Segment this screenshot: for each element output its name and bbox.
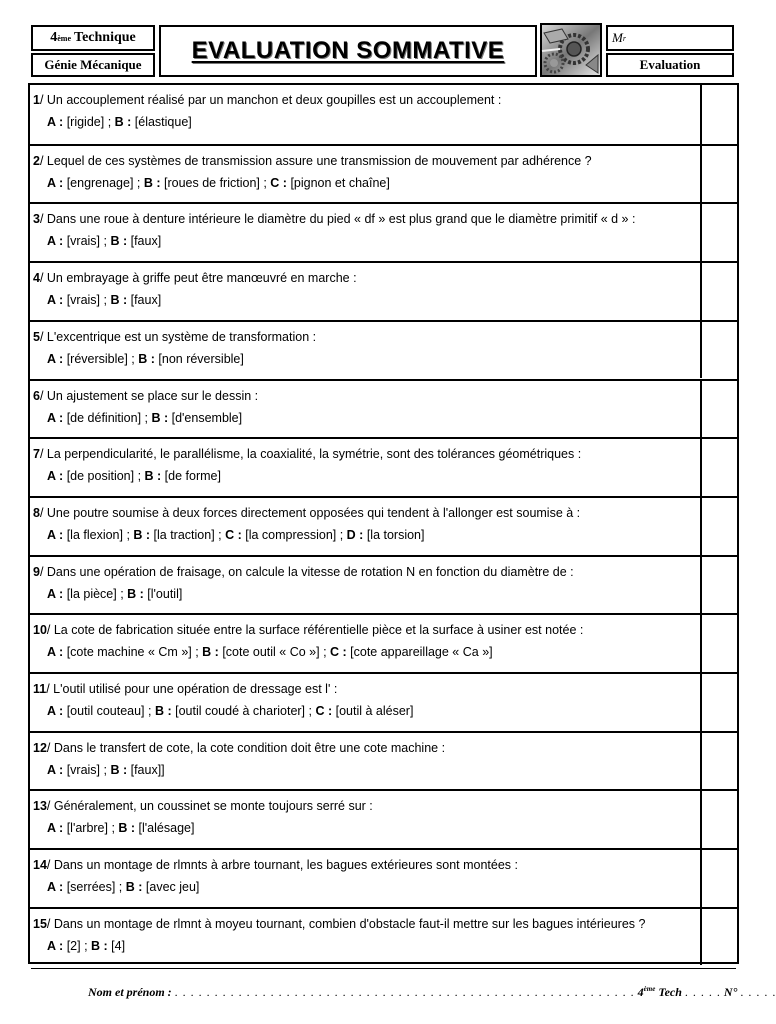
option-value: [faux]] xyxy=(130,762,165,777)
option-key: A xyxy=(47,115,56,129)
option-key: B xyxy=(110,234,120,249)
option-key: B xyxy=(143,175,153,190)
number-field[interactable]: . . . . . xyxy=(740,985,776,999)
option-key: C xyxy=(225,527,235,542)
answer-options: A : [rigide] ; B : [élastique] xyxy=(47,115,192,129)
option-a[interactable]: A : [de définition] xyxy=(47,410,142,425)
option-c[interactable]: C : [outil à aléser] xyxy=(315,704,414,718)
question-text: 9/ Dans une opération de fraisage, on calcule la vitesse de rotation N en fonction du diamètre de : xyxy=(33,564,574,579)
option-value: [cote appareillage « Ca »] xyxy=(350,645,493,660)
question-number: 2 xyxy=(33,153,40,168)
question-text: 15/ Dans un montage de rlmnt à moyeu tournant, combien d'obstacle faut-il mettre sur les bagues intérieures ? xyxy=(33,916,646,931)
option-b[interactable]: B : [l'outil] xyxy=(127,586,183,601)
option-key: A xyxy=(47,821,56,836)
answer-box[interactable] xyxy=(702,615,737,672)
option-key: B xyxy=(114,115,124,129)
option-key: B xyxy=(133,527,143,542)
option-key: A xyxy=(47,351,56,366)
option-value: [outil coudé à charioter] xyxy=(175,704,306,718)
question-number: 13 xyxy=(33,799,47,814)
option-a[interactable]: A : [engrenage] xyxy=(47,175,134,190)
option-value: [la compression] xyxy=(245,527,337,542)
question-text: 12/ Dans le transfert de cote, la cote condition doit être une cote machine : xyxy=(33,740,446,755)
option-value: [2] xyxy=(66,938,81,953)
teacher-field[interactable] xyxy=(606,25,734,51)
option-value: [vrais] xyxy=(66,293,101,308)
option-key: B xyxy=(125,880,135,895)
option-value: [vrais] xyxy=(66,234,101,249)
option-b[interactable]: B : [faux] xyxy=(110,234,162,249)
option-value: [élastique] xyxy=(134,115,192,129)
answer-box[interactable] xyxy=(702,850,737,907)
question-statement: L'excentrique est un système de transformation : xyxy=(46,329,317,344)
option-value: [rigide] xyxy=(66,115,105,129)
question-cell xyxy=(30,733,702,790)
question-text: 13/ Généralement, un coussinet se monte toujours serré sur : xyxy=(33,799,373,814)
answer-box[interactable] xyxy=(702,381,737,438)
question-number: 11 xyxy=(33,682,47,696)
question-row xyxy=(30,144,737,203)
option-a[interactable]: A : [cote machine « Cm »] xyxy=(47,645,192,660)
question-row xyxy=(30,85,737,144)
option-a[interactable]: A : [de position] xyxy=(47,469,135,484)
name-field[interactable]: . . . . . . . . . . . . . . . . . . . . . . . . . . . . . . . . . . . . . . . . . . . . . . . . . . . . . . . . . . xyxy=(174,985,635,999)
answer-box[interactable] xyxy=(702,733,737,790)
question-row xyxy=(30,613,737,672)
option-value: [de position] xyxy=(66,469,135,484)
question-cell xyxy=(30,557,702,614)
question-statement: Généralement, un coussinet se monte toujours serré sur : xyxy=(53,799,373,814)
question-row xyxy=(30,261,737,320)
option-b[interactable]: B : [la traction] xyxy=(133,527,215,542)
answer-box[interactable] xyxy=(702,498,737,555)
option-value: [pignon et chaîne] xyxy=(290,175,390,190)
mechanical-parts-image xyxy=(540,23,602,77)
field-text: Génie Mécanique xyxy=(44,57,142,72)
question-number: 7 xyxy=(33,447,40,462)
option-key: A xyxy=(47,469,56,484)
question-row xyxy=(30,555,737,614)
option-value: [la traction] xyxy=(153,527,215,542)
question-text: 10/ La cote de fabrication située entre la surface référentielle pièce et la surface à usiner est notée : xyxy=(33,623,584,638)
question-statement: Une poutre soumise à deux forces directement opposées qui tendent à l'allonger est soumise à : xyxy=(46,505,581,520)
option-key: B xyxy=(91,938,101,953)
question-cell xyxy=(30,615,702,672)
answer-box[interactable] xyxy=(702,263,737,320)
question-row xyxy=(30,672,737,731)
answer-options: A : [la flexion] ; B : [la traction] ; C : [la compression] ; D : [la torsion] xyxy=(47,527,425,542)
option-key: B xyxy=(202,645,212,660)
option-value: [réversible] xyxy=(66,351,128,366)
answer-box[interactable] xyxy=(702,204,737,261)
evaluation-label xyxy=(606,53,734,77)
name-label: Nom et prénom : xyxy=(88,985,172,999)
class-suffix: Tech xyxy=(658,985,682,999)
answer-options: A : [de définition] ; B : [d'ensemble] xyxy=(47,410,243,425)
question-text: 4/ Un embrayage à griffe peut être manœuvré en marche : xyxy=(33,271,357,286)
option-key: A xyxy=(47,704,56,718)
option-b[interactable]: B : [avec jeu] xyxy=(125,880,200,895)
option-a[interactable]: A : [la flexion] xyxy=(47,527,123,542)
question-row xyxy=(30,320,737,379)
question-number: 9 xyxy=(33,564,40,579)
gear-illustration-icon xyxy=(542,25,600,75)
option-key: C xyxy=(270,175,280,190)
question-number: 3 xyxy=(33,212,40,227)
option-key: A xyxy=(47,527,56,542)
option-b[interactable]: B : [l'alésage] xyxy=(118,821,195,836)
answer-options: A : [serrées] ; B : [avec jeu] xyxy=(47,880,200,895)
answer-options: A : [engrenage] ; B : [roues de friction] ; C : [pignon et chaîne] xyxy=(47,175,390,190)
question-cell xyxy=(30,439,702,496)
option-c[interactable]: C : [pignon et chaîne] xyxy=(270,175,390,190)
question-statement: Un accouplement réalisé par un manchon et deux goupilles est un accouplement : xyxy=(46,93,502,107)
question-statement: Un ajustement se place sur le dessin : xyxy=(46,388,259,403)
option-b[interactable]: B : [faux]] xyxy=(110,762,165,777)
question-row xyxy=(30,789,737,848)
option-key: A xyxy=(47,938,56,953)
question-statement: Dans un montage de rlmnts à arbre tournant, les bagues extérieures sont montées : xyxy=(53,858,519,873)
option-value: [faux] xyxy=(130,293,162,308)
option-key: C xyxy=(330,645,340,660)
option-value: [faux] xyxy=(130,234,162,249)
option-c[interactable]: C : [cote appareillage « Ca »] xyxy=(330,645,493,660)
class-level-sup: ème xyxy=(57,33,72,43)
answer-options: A : [la pièce] ; B : [l'outil] xyxy=(47,586,183,601)
question-statement: Dans le transfert de cote, la cote condition doit être une cote machine : xyxy=(53,740,446,755)
answer-options: A : [2] ; B : [4] xyxy=(47,938,126,953)
option-key: B xyxy=(138,351,148,366)
option-value: [outil à aléser] xyxy=(335,704,414,718)
option-value: [la torsion] xyxy=(366,527,425,542)
option-d[interactable]: D : [la torsion] xyxy=(346,527,425,542)
option-a[interactable]: A : [2] xyxy=(47,938,81,953)
question-cell xyxy=(30,263,702,320)
title-box xyxy=(159,25,537,77)
option-key: A xyxy=(47,880,56,895)
question-text: 11/ L'outil utilisé pour une opération de dressage est l' : xyxy=(33,682,338,696)
option-key: A xyxy=(47,293,56,308)
evaluation-text: Evaluation xyxy=(639,57,701,72)
option-b[interactable]: B : [4] xyxy=(91,938,126,953)
answer-options: A : [de position] ; B : [de forme] xyxy=(47,469,221,484)
class-sup: ème xyxy=(643,985,656,993)
question-statement: Dans un montage de rlmnt à moyeu tournant, combien d'obstacle faut-il mettre sur les bagues intérieures ? xyxy=(53,916,646,931)
answer-options: A : [outil couteau] ; B : [outil coudé à charioter] ; C : [outil à aléser] xyxy=(47,704,414,718)
question-text: 3/ Dans une roue à denture intérieure le diamètre du pied « df » est plus grand que le diamètre primitif « d » : xyxy=(33,212,636,227)
answer-options: A : [vrais] ; B : [faux] xyxy=(47,234,162,249)
question-statement: L'outil utilisé pour une opération de dressage est l' : xyxy=(53,682,338,696)
option-value: [avec jeu] xyxy=(145,880,200,895)
question-row xyxy=(30,848,737,907)
option-key: B xyxy=(110,293,120,308)
question-row xyxy=(30,379,737,438)
option-value: [la flexion] xyxy=(66,527,123,542)
question-number: 6 xyxy=(33,388,40,403)
question-number: 8 xyxy=(33,505,40,520)
question-cell xyxy=(30,85,702,144)
option-a[interactable]: A : [vrais] xyxy=(47,762,101,777)
question-row xyxy=(30,731,737,790)
question-text: 8/ Une poutre soumise à deux forces directement opposées qui tendent à l'allonger est soumise à : xyxy=(33,505,581,520)
option-key: B xyxy=(127,586,137,601)
question-number: 10 xyxy=(33,623,47,638)
option-key: A xyxy=(47,762,56,777)
option-key: A xyxy=(47,645,56,660)
answer-options: A : [vrais] ; B : [faux] xyxy=(47,293,162,308)
question-number: 4 xyxy=(33,271,40,286)
question-statement: Un embrayage à griffe peut être manœuvré en marche : xyxy=(46,271,357,286)
question-statement: Dans une opération de fraisage, on calcule la vitesse de rotation N en fonction du diamètre de : xyxy=(46,564,574,579)
class-prefix: 4 xyxy=(637,985,644,999)
option-a[interactable]: A : [l'arbre] xyxy=(47,821,108,836)
option-b[interactable]: B : [faux] xyxy=(110,293,162,308)
option-key: C xyxy=(315,704,325,718)
question-cell xyxy=(30,909,702,966)
question-number: 14 xyxy=(33,858,47,873)
question-statement: Dans une roue à denture intérieure le diamètre du pied « df » est plus grand que le diamètre primitif « d » : xyxy=(46,212,636,227)
question-row xyxy=(30,202,737,261)
option-value: [engrenage] xyxy=(66,175,134,190)
question-text: 6/ Un ajustement se place sur le dessin : xyxy=(33,388,259,403)
answer-box[interactable] xyxy=(702,674,737,731)
question-number: 12 xyxy=(33,740,47,755)
option-key: B xyxy=(144,469,154,484)
teacher-sup: r xyxy=(622,33,626,43)
teacher-prefix: M xyxy=(612,30,623,45)
class-field[interactable]: . . . . . xyxy=(684,985,721,999)
question-row xyxy=(30,907,737,966)
question-cell xyxy=(30,674,702,731)
question-cell xyxy=(30,322,702,379)
option-key: A xyxy=(47,410,56,425)
option-c[interactable]: C : [la compression] xyxy=(225,527,337,542)
option-key: A xyxy=(47,586,56,601)
option-b[interactable]: B : [cote outil « Co »] xyxy=(202,645,320,660)
option-key: B xyxy=(110,762,120,777)
footer xyxy=(88,985,776,1000)
option-a[interactable]: A : [outil couteau] xyxy=(47,704,145,718)
questions-table xyxy=(28,83,739,964)
answer-box[interactable] xyxy=(702,909,737,966)
question-cell xyxy=(30,381,702,438)
option-b[interactable]: B : [de forme] xyxy=(144,469,221,484)
option-b[interactable]: B : [non réversible] xyxy=(138,351,244,366)
question-row xyxy=(30,437,737,496)
option-key: B xyxy=(118,821,128,836)
option-value: [non réversible] xyxy=(158,351,244,366)
question-text: 5/ L'excentrique est un système de transformation : xyxy=(33,329,317,344)
option-key: A xyxy=(47,234,56,249)
question-cell xyxy=(30,146,702,203)
question-statement: La perpendicularité, le parallélisme, la coaxialité, la symétrie, sont des tolérances géométriques : xyxy=(46,447,582,462)
question-cell xyxy=(30,850,702,907)
question-statement: La cote de fabrication située entre la surface référentielle pièce et la surface à usiner est notée : xyxy=(53,623,584,638)
option-value: [roues de friction] xyxy=(163,175,260,190)
option-key: B xyxy=(154,704,164,718)
option-value: [l'alésage] xyxy=(138,821,195,836)
option-b[interactable]: B : [roues de friction] xyxy=(143,175,260,190)
option-value: [d'ensemble] xyxy=(171,410,243,425)
option-a[interactable]: A : [serrées] xyxy=(47,880,116,895)
option-value: [de définition] xyxy=(66,410,142,425)
option-b[interactable]: B : [outil coudé à charioter] xyxy=(154,704,306,718)
answer-options: A : [cote machine « Cm »] ; B : [cote outil « Co »] ; C : [cote appareillage « Ca »] xyxy=(47,645,493,660)
option-value: [l'outil] xyxy=(147,586,183,601)
question-text: 2/ Lequel de ces systèmes de transmission assure une transmission de mouvement par adhérence ? xyxy=(33,153,592,168)
answer-box[interactable] xyxy=(702,85,737,144)
question-number: 5 xyxy=(33,329,40,344)
class-label-text: Technique xyxy=(74,30,136,45)
option-value: [cote machine « Cm »] xyxy=(66,645,192,660)
question-cell xyxy=(30,498,702,555)
answer-options: A : [réversible] ; B : [non réversible] xyxy=(47,351,244,366)
question-statement: Lequel de ces systèmes de transmission assure une transmission de mouvement par adhérence ? xyxy=(46,153,592,168)
option-key: A xyxy=(47,175,56,190)
class-level: 4 xyxy=(50,30,58,45)
option-b[interactable]: B : [d'ensemble] xyxy=(151,410,243,425)
number-label: N° xyxy=(723,985,738,999)
page-title: EVALUATION SOMMATIVE xyxy=(191,37,505,64)
question-row xyxy=(30,496,737,555)
option-value: [cote outil « Co »] xyxy=(222,645,320,660)
answer-box[interactable] xyxy=(702,146,737,203)
option-value: [l'arbre] xyxy=(66,821,108,836)
option-a[interactable]: A : [la pièce] xyxy=(47,586,117,601)
footer-divider xyxy=(31,968,736,969)
option-value: [4] xyxy=(111,938,126,953)
option-value: [serrées] xyxy=(66,880,116,895)
question-cell xyxy=(30,791,702,848)
option-a[interactable]: A : [vrais] xyxy=(47,234,101,249)
question-text: 1/ Un accouplement réalisé par un manchon et deux goupilles est un accouplement : xyxy=(33,93,502,107)
answer-box[interactable] xyxy=(702,557,737,614)
question-number: 15 xyxy=(33,916,47,931)
option-key: D xyxy=(346,527,356,542)
question-text: 7/ La perpendicularité, le parallélisme, la coaxialité, la symétrie, sont des tolérances géométriques : xyxy=(33,447,582,462)
field-label xyxy=(31,53,155,77)
answer-box[interactable] xyxy=(702,322,737,379)
option-key: B xyxy=(151,410,161,425)
answer-options: A : [l'arbre] ; B : [l'alésage] xyxy=(47,821,195,836)
class-label xyxy=(31,25,155,51)
question-text: 14/ Dans un montage de rlmnts à arbre tournant, les bagues extérieures sont montées : xyxy=(33,858,519,873)
option-a[interactable]: A : [rigide] xyxy=(47,115,105,129)
question-number: 1 xyxy=(33,93,40,107)
question-cell xyxy=(30,204,702,261)
option-a[interactable]: A : [vrais] xyxy=(47,293,101,308)
option-b[interactable]: B : [élastique] xyxy=(114,115,192,129)
option-a[interactable]: A : [réversible] xyxy=(47,351,128,366)
option-value: [la pièce] xyxy=(66,586,117,601)
answer-box[interactable] xyxy=(702,439,737,496)
option-value: [de forme] xyxy=(164,469,221,484)
option-value: [vrais] xyxy=(66,762,101,777)
option-value: [outil couteau] xyxy=(66,704,145,718)
answer-box[interactable] xyxy=(702,791,737,848)
answer-options: A : [vrais] ; B : [faux]] xyxy=(47,762,165,777)
